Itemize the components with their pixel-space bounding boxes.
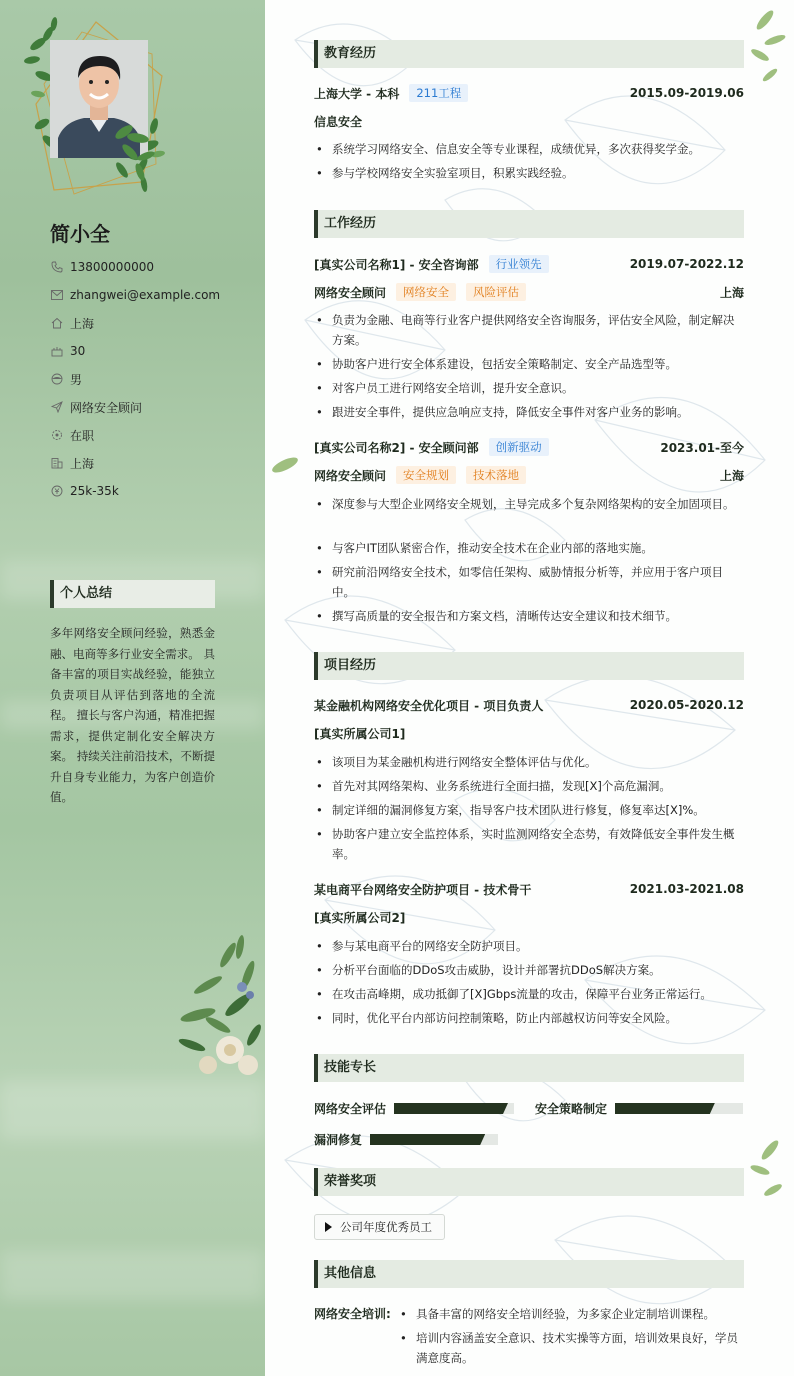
section-honors xyxy=(314,1168,744,1196)
send-icon xyxy=(50,401,63,414)
info-gender xyxy=(50,369,82,389)
age-icon xyxy=(50,345,63,358)
list-item: • 同时，优化平台内部访问控制策略，防止内部越权访问等安全风险。 xyxy=(314,1008,744,1028)
skill-label: 安全策略制定 xyxy=(535,1102,608,1116)
summary-title: 个人总结 xyxy=(60,586,113,601)
project-date: 2021.03-2021.08 xyxy=(629,882,744,896)
project-2-org xyxy=(314,907,744,927)
project-org: [真实所属公司1] xyxy=(314,726,406,741)
list-item: • 负责为金融、电商等行业客户提供网络安全咨询服务，评估安全风险，制定解决方案。 xyxy=(314,310,744,350)
mail-icon xyxy=(50,289,63,302)
role-tag: 风险评估 xyxy=(466,283,526,301)
major-text: 信息安全 xyxy=(314,114,363,129)
role-tag: 技术落地 xyxy=(466,466,526,484)
gender-icon xyxy=(50,373,63,386)
school-tag: 211工程 xyxy=(409,84,468,102)
list-item: • 跟进安全事件，提供应急响应支持，降低安全事件对客户业务的影响。 xyxy=(314,402,744,422)
project-date: 2020.05-2020.12 xyxy=(629,698,744,712)
summary-heading xyxy=(50,580,215,608)
job-company: [真实公司名称2] - 安全顾问部 xyxy=(314,440,479,455)
projects-title: 项目经历 xyxy=(324,658,377,673)
skill-bar-fill xyxy=(394,1103,508,1114)
job-2-role xyxy=(314,465,744,485)
other-title: 其他信息 xyxy=(324,1266,377,1281)
caret-right-icon xyxy=(325,1222,332,1232)
skill-label: 漏洞修复 xyxy=(314,1133,363,1147)
list-item: • 分析平台面临的DDoS攻击威胁，设计并部署抗DDoS解决方案。 xyxy=(314,960,744,980)
list-item: • 对客户员工进行网络安全培训，提升安全意识。 xyxy=(314,378,744,398)
job-role: 网络安全顾问 xyxy=(314,285,387,300)
building-icon xyxy=(50,457,63,470)
other-label: 网络安全培训: xyxy=(314,1307,391,1321)
list-item: • 制定详细的漏洞修复方案，指导客户技术团队进行修复，修复率达[X]%。 xyxy=(314,800,744,820)
list-item: • 培训内容涵盖安全意识、技术实操等方面，培训效果良好，学员满意度高。 xyxy=(398,1328,744,1368)
section-other xyxy=(314,1260,744,1288)
job-tag: 行业领先 xyxy=(489,255,549,273)
info-email xyxy=(50,285,220,305)
role-tag: 网络安全 xyxy=(396,283,456,301)
project-name: 某电商平台网络安全防护项目 - 技术骨干 xyxy=(314,882,532,897)
skill-label: 网络安全评估 xyxy=(314,1102,387,1116)
info-salary xyxy=(50,481,119,501)
info-phone xyxy=(50,257,154,277)
skills-title: 技能专长 xyxy=(324,1060,377,1075)
education-title: 教育经历 xyxy=(324,46,377,61)
list-item: • 参与学校网络安全实验室项目，积累实践经验。 xyxy=(314,163,744,183)
job-role: 网络安全顾问 xyxy=(314,468,387,483)
sidebar xyxy=(0,0,265,1376)
skill-bar-fill xyxy=(615,1103,715,1114)
list-item: • 系统学习网络安全、信息安全等专业课程，成绩优异，多次获得奖学金。 xyxy=(314,139,744,159)
status-text: 在职 xyxy=(70,428,95,443)
school-name: 上海大学 - 本科 xyxy=(314,86,400,101)
age-text: 30 xyxy=(70,344,86,358)
summary-text: 多年网络安全顾问经验，熟悉金融、电商等多行业安全需求。 具备丰富的项目实战经验，能独立负责项目从评估到落地的全流程。 擅长与客户沟通，精准把握需求，提供定制化安全解决方案。 持续关注前沿技术，不断提升自身专业能力，为客户创造价值。 xyxy=(50,626,215,804)
education-date: 2015.09-2019.06 xyxy=(629,86,744,100)
honor-text: 公司年度优秀员工 xyxy=(340,1220,432,1234)
info-status xyxy=(50,425,94,445)
education-header xyxy=(314,83,744,103)
info-position xyxy=(50,397,142,417)
status-icon xyxy=(50,429,63,442)
list-item: • 深度参与大型企业网络安全规划，主导完成多个复杂网络架构的安全加固项目。 xyxy=(314,494,744,514)
list-item: • 该项目为某金融机构进行网络安全整体评估与优化。 xyxy=(314,752,744,772)
skill-bar xyxy=(615,1103,743,1114)
work-city-text: 上海 xyxy=(70,456,95,471)
skill-bar xyxy=(370,1134,498,1145)
leaf-overlay-decoration xyxy=(104,116,164,186)
list-item: • 协助客户建立安全监控体系，实时监测网络安全态势，有效降低安全事件发生概率。 xyxy=(314,824,744,864)
education-major xyxy=(314,111,744,131)
section-education xyxy=(314,40,744,68)
list-item: • 研究前沿网络安全技术，如零信任架构、威胁情报分析等，并应用于客户项目中。 xyxy=(314,562,744,602)
salary-text: 25k-35k xyxy=(70,484,119,498)
list-item: • 具备丰富的网络安全培训经验，为多家企业定制培训课程。 xyxy=(398,1304,744,1324)
role-tag: 安全规划 xyxy=(396,466,456,484)
job-date: 2023.01-至今 xyxy=(660,440,744,455)
job-city: 上海 xyxy=(719,468,744,483)
list-item: • 在攻击高峰期，成功抵御了[X]Gbps流量的攻击，保障平台业务正常运行。 xyxy=(314,984,744,1004)
section-projects xyxy=(314,652,744,680)
position-text: 网络安全顾问 xyxy=(70,400,143,415)
job-1-role xyxy=(314,282,744,302)
gender-text: 男 xyxy=(70,372,83,387)
project-2-header xyxy=(314,879,744,899)
job-date: 2019.07-2022.12 xyxy=(629,257,744,271)
job-company: [真实公司名称1] - 安全咨询部 xyxy=(314,257,479,272)
list-item: • 与客户IT团队紧密合作，推动安全技术在企业内部的落地实施。 xyxy=(314,538,744,558)
location-text: 上海 xyxy=(70,316,95,331)
list-item: • 协助客户进行安全体系建设，包括安全策略制定、安全产品选型等。 xyxy=(314,354,744,374)
list-item: • 参与某电商平台的网络安全防护项目。 xyxy=(314,936,744,956)
profile-name: 简小全 xyxy=(50,222,110,246)
project-name: 某金融机构网络安全优化项目 - 项目负责人 xyxy=(314,698,544,713)
honors-title: 荣誉奖项 xyxy=(324,1174,377,1189)
project-1-org xyxy=(314,723,744,743)
info-age xyxy=(50,341,85,361)
phone-icon xyxy=(50,261,63,274)
project-1-header xyxy=(314,695,744,715)
section-skills xyxy=(314,1054,744,1082)
home-icon xyxy=(50,317,63,330)
job-city: 上海 xyxy=(719,285,744,300)
job-tag: 创新驱动 xyxy=(489,438,549,456)
bouquet-decoration xyxy=(178,925,265,1090)
project-org: [真实所属公司2] xyxy=(314,910,406,925)
list-item: • 撰写高质量的安全报告和方案文档，清晰传达安全建议和技术细节。 xyxy=(314,606,744,626)
email-text: zhangwei@example.com xyxy=(70,288,221,302)
info-location xyxy=(50,313,94,333)
honor-badge xyxy=(314,1214,445,1240)
info-work-city xyxy=(50,453,94,473)
job-2-header xyxy=(314,437,744,457)
job-1-header xyxy=(314,254,744,274)
skill-bar-fill xyxy=(370,1134,485,1145)
section-work xyxy=(314,210,744,238)
phone-text: 13800000000 xyxy=(70,260,154,274)
salary-icon xyxy=(50,485,63,498)
work-title: 工作经历 xyxy=(324,216,377,231)
list-item: • 首先对其网络架构、业务系统进行全面扫描，发现[X]个高危漏洞。 xyxy=(314,776,744,796)
skill-bar xyxy=(394,1103,514,1114)
